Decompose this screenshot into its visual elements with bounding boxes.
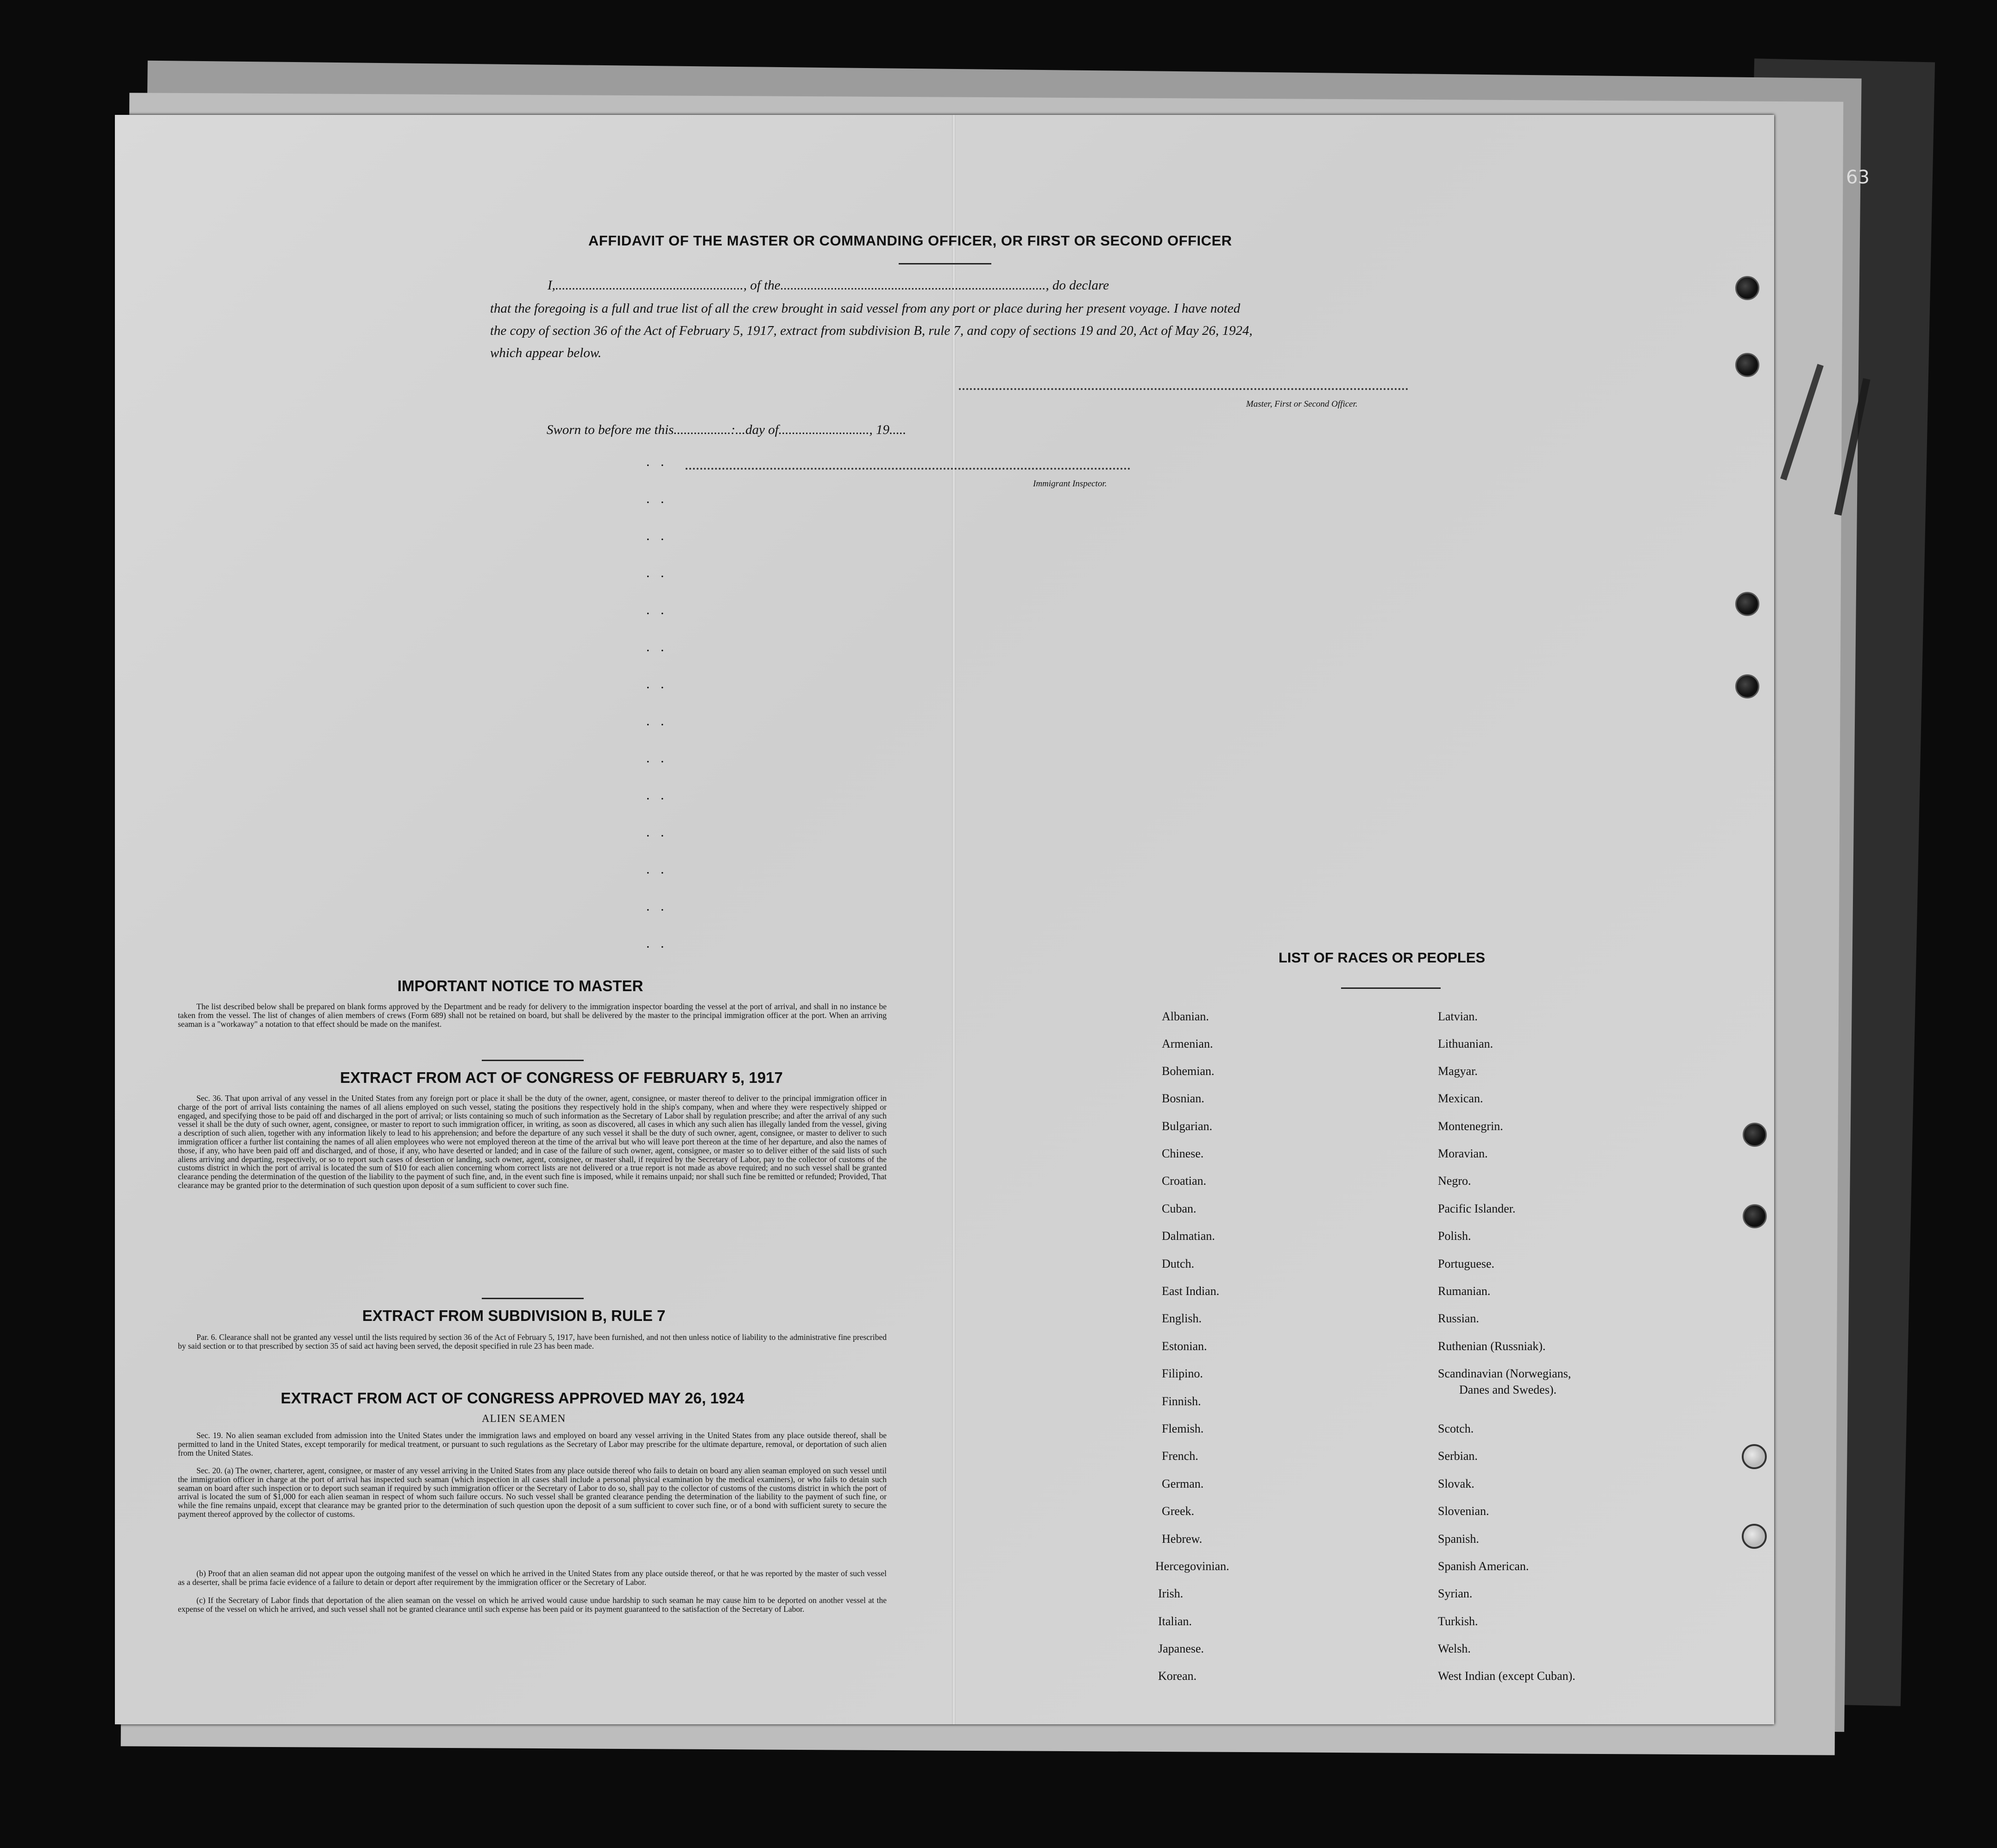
race-item: Rumanian. (1438, 1284, 1491, 1298)
affidavit-declaration-line: I,........................................................, of the..............................................................................., do declare (548, 278, 1109, 293)
race-item: Lithuanian. (1438, 1037, 1493, 1050)
ditto-dots: . . (646, 936, 668, 951)
divider (482, 1298, 584, 1299)
race-item: Russian. (1438, 1312, 1479, 1325)
race-item: Estonian. (1162, 1339, 1207, 1353)
race-item: Spanish American. (1438, 1559, 1529, 1573)
race-item: West Indian (except Cuban). (1438, 1669, 1575, 1683)
binding-hole-icon (1735, 276, 1759, 300)
ditto-dots: . . (646, 824, 668, 840)
binding-hole-icon (1735, 674, 1759, 698)
race-item: Greek. (1162, 1504, 1195, 1518)
affidavit-text-line: that the foregoing is a full and true list of all the crew brought in said vessel from any port or place during her present voyage. I have noted (490, 301, 1241, 316)
race-item: Scotch. (1438, 1422, 1474, 1435)
ditto-dots: . . (646, 899, 668, 914)
race-item: Chinese. (1162, 1147, 1204, 1160)
ditto-dots: . . (646, 750, 668, 766)
race-item: French. (1162, 1449, 1198, 1463)
race-item: Mexican. (1438, 1092, 1483, 1105)
affidavit-text-line: which appear below. (490, 346, 602, 360)
race-item: Scandinavian (Norwegians, (1438, 1367, 1571, 1380)
race-item: Italian. (1158, 1615, 1192, 1628)
race-item: Negro. (1438, 1174, 1471, 1188)
act-1924-sec19: Sec. 19. No alien seaman excluded from admission into the United States under the immigration laws and employed on board any vessel arriving in the United States from any place outside thereof, shall be permitted to land in the United States, except temporarily for medical treatment, or pursuant to such regulations as the Secretary of Labor may prescribe for the ultimate departure, removal, or deportation of such alien from the United States. (178, 1431, 887, 1458)
race-item: English. (1162, 1312, 1202, 1325)
ditto-dots: . . (646, 676, 668, 691)
ditto-dots: . . (646, 602, 668, 617)
race-item: Latvian. (1438, 1010, 1478, 1023)
binding-hole-icon (1735, 592, 1759, 616)
ditto-dots: . . (646, 528, 668, 543)
binding-hole-icon (1742, 1444, 1767, 1469)
race-item: Filipino. (1162, 1367, 1203, 1380)
notice-text: The list described below shall be prepared on blank forms approved by the Department and be ready for delivery to the immigration inspector boarding the vessel at the port of arrival, and shall in no instance be taken from the vessel. The list of changes of alien members of crews (Form 689) shall not be retained on board, but shall be delivered by the master to the principal immigration officer at the port. When an arriving seaman is a "workaway" a notation to that effect should be made on the manifest. (178, 1002, 887, 1029)
rule-7-text: Par. 6. Clearance shall not be granted any vessel until the lists required by section 36 of the Act of February 5, 1917, have been furnished, and not then unless notice of liability to the administrative fine prescribed by said section or to that prescribed by section 35 of said act having been served, the deposit specified in rule 23 has been made. (178, 1333, 887, 1351)
race-item: Serbian. (1438, 1449, 1478, 1463)
ditto-dots: . . (646, 787, 668, 803)
act-1924-sec20a: Sec. 20. (a) The owner, charterer, agent, consignee, or master of any vessel arriving in the United States from any place outside thereof who fails to detain on board any alien seaman employed on such vessel until the immigration officer in charge at the port of arrival has inspected such seaman (which inspection in all cases shall include a personal physical examination by the medical examiners), or who fails to detain such seaman on board after such inspection or to deport such seaman if required by such immigration officer or the Secretary of Labor to do so, shall pay to the collector of customs of the customs district in which the port of arrival is located the sum of $1,000 for each alien seaman in respect of whom such failure occurs. No such vessel shall be granted clearance pending the determination of the liability to the payment of such fine, or while the fine remains unpaid, except that clearance may be granted prior to the determination of such question upon the deposit of a sum sufficient to cover such fine, or of a bond with sufficient surety to secure the payment thereof approved by the collector of customs. (178, 1466, 887, 1519)
binding-hole-icon (1742, 1524, 1767, 1549)
race-item: Dalmatian. (1162, 1229, 1215, 1243)
act-1924-subheading: ALIEN SEAMEN (482, 1413, 566, 1424)
binding-hole-icon (1743, 1123, 1767, 1147)
race-item: Bosnian. (1162, 1092, 1204, 1105)
race-item: Slovenian. (1438, 1504, 1489, 1518)
race-item: Syrian. (1438, 1587, 1473, 1600)
ditto-dots: . . (646, 454, 668, 469)
ditto-dots: . . (646, 861, 668, 877)
race-item: East Indian. (1162, 1284, 1220, 1298)
affidavit-title: AFFIDAVIT OF THE MASTER OR COMMANDING OFFICER, OR FIRST OR SECOND OFFICER (588, 233, 1232, 249)
race-item: Montenegrin. (1438, 1119, 1503, 1133)
race-item: Spanish. (1438, 1532, 1479, 1546)
race-item: Portuguese. (1438, 1257, 1495, 1270)
race-item: Albanian. (1162, 1010, 1209, 1023)
ditto-dots: . . (646, 565, 668, 580)
master-signature-line (959, 388, 1408, 390)
ditto-dots: . . (646, 639, 668, 654)
race-item: Japanese. (1158, 1642, 1204, 1655)
race-item: Danes and Swedes). (1459, 1383, 1557, 1396)
race-item: Welsh. (1438, 1642, 1471, 1655)
rule-7-heading: EXTRACT FROM SUBDIVISION B, RULE 7 (362, 1307, 666, 1324)
race-item: Armenian. (1162, 1037, 1213, 1050)
ditto-dots: . . (646, 713, 668, 729)
inspector-signature-caption: Immigrant Inspector. (1033, 479, 1107, 489)
race-item: Korean. (1158, 1669, 1197, 1683)
race-item: Moravian. (1438, 1147, 1488, 1160)
race-item: Polish. (1438, 1229, 1471, 1243)
act-1924-sec20b: (b) Proof that an alien seaman did not appear upon the outgoing manifest of the vessel on which he arrived in the United States from any place outside thereof, or that he was reported by the master of such vessel as a deserter, shall be prima facie evidence of a failure to detain or deport after requirement by the immigration officer or the Secretary of Labor. (178, 1569, 887, 1587)
races-title: LIST OF RACES OR PEOPLES (1279, 949, 1486, 966)
page-number: 63 (1846, 167, 1870, 188)
binding-hole-icon (1743, 1204, 1767, 1228)
master-signature-caption: Master, First or Second Officer. (1246, 399, 1358, 409)
act-1917-heading: EXTRACT FROM ACT OF CONGRESS OF FEBRUARY 5, 1917 (340, 1069, 783, 1086)
divider (899, 263, 991, 264)
race-item: Dutch. (1162, 1257, 1195, 1270)
center-fold (952, 115, 956, 1724)
inspector-signature-line (686, 468, 1130, 470)
ditto-dots: . . (646, 491, 668, 506)
race-item: Turkish. (1438, 1615, 1478, 1628)
race-item: Slovak. (1438, 1477, 1474, 1490)
race-item: German. (1162, 1477, 1204, 1490)
divider (482, 1060, 584, 1061)
race-item: Croatian. (1162, 1174, 1207, 1188)
race-item: Irish. (1158, 1587, 1184, 1600)
divider (1341, 987, 1441, 989)
race-item: Ruthenian (Russniak). (1438, 1339, 1546, 1353)
race-item: Cuban. (1162, 1202, 1197, 1215)
act-1924-sec20c: (c) If the Secretary of Labor finds that deportation of the alien seaman on the vessel on which he arrived would cause undue hardship to such seaman he may cause him to be deported on another vessel at the expense of the vessel on which he arrived, and such vessel shall not be granted clearance until such expense has been paid or its payment guaranteed to the satisfaction of the Secretary of Labor. (178, 1596, 887, 1614)
race-item: Magyar. (1438, 1064, 1478, 1078)
race-item: Hercegovinian. (1155, 1559, 1229, 1573)
race-item: Flemish. (1162, 1422, 1204, 1435)
race-item: Hebrew. (1162, 1532, 1203, 1546)
binding-hole-icon (1735, 353, 1759, 377)
act-1917-text: Sec. 36. That upon arrival of any vessel in the United States from any foreign port or place it shall be the duty of the owner, agent, consignee, or master thereof to deliver to the principal immigration officer in charge of the port of arrival lists containing the names of all aliens employed on such vessel, stating the positions they respectively hold in the ship's company, when and where they were respectively shipped or engaged, and specifying those to be paid off and discharged in the port of arrival; or lists containing so much of such information as the Secretary of Labor shall by regulation prescribe; and after the arrival of any such vessel it shall be the duty of such owner, agent, consignee, or master to report to such immigration officer, in writing, as soon as discovered, all cases in which any such alien has illegally landed from the vessel, giving a description of such alien, together with any information likely to lead to his apprehension; and before the departure of any such vessel it shall be the duty of such owner, agent, consignee, or master to deliver to such immigration officer a further list containing the names of all alien employees who were not employed thereon at the time of the arrival but who will leave port thereon at the time of her departure, and also the names of those, if any, who have been paid off and discharged, and of those, if any, who have deserted or landed; and in case of the failure of such owner, agent, consignee, or master so to deliver either of the said lists of such aliens arriving and departing, respectively, or so to report such cases of desertion or landing, such owner, agent, consignee, or master shall, if required by the Secretary of Labor, pay to the collector of customs of the customs district in which the port of arrival is located the sum of $10 for each alien concerning whom correct lists are not delivered or a true report is not made as above required; and no such vessel shall be granted clearance pending the determination of the question of the liability to the payment of such fine, and, in the event such fine is imposed, while it remains unpaid; nor shall such fine be remitted or refunded; Provided, That clearance may be granted prior to the determination of such question upon deposit of a sum sufficient to cover such fine. (178, 1094, 887, 1190)
race-item: Finnish. (1162, 1395, 1201, 1408)
sworn-line: Sworn to before me this.................:...day of..........................., 19..... (547, 422, 907, 437)
race-item: Pacific Islander. (1438, 1202, 1516, 1215)
affidavit-text-line: the copy of section 36 of the Act of February 5, 1917, extract from subdivision B, rule 7, and copy of sections 19 and 20, Act of May 26, 1924, (490, 323, 1253, 338)
race-item: Bulgarian. (1162, 1119, 1213, 1133)
act-1924-heading: EXTRACT FROM ACT OF CONGRESS APPROVED MAY 26, 1924 (281, 1389, 744, 1407)
notice-heading: IMPORTANT NOTICE TO MASTER (397, 977, 643, 994)
race-item: Bohemian. (1162, 1064, 1215, 1078)
